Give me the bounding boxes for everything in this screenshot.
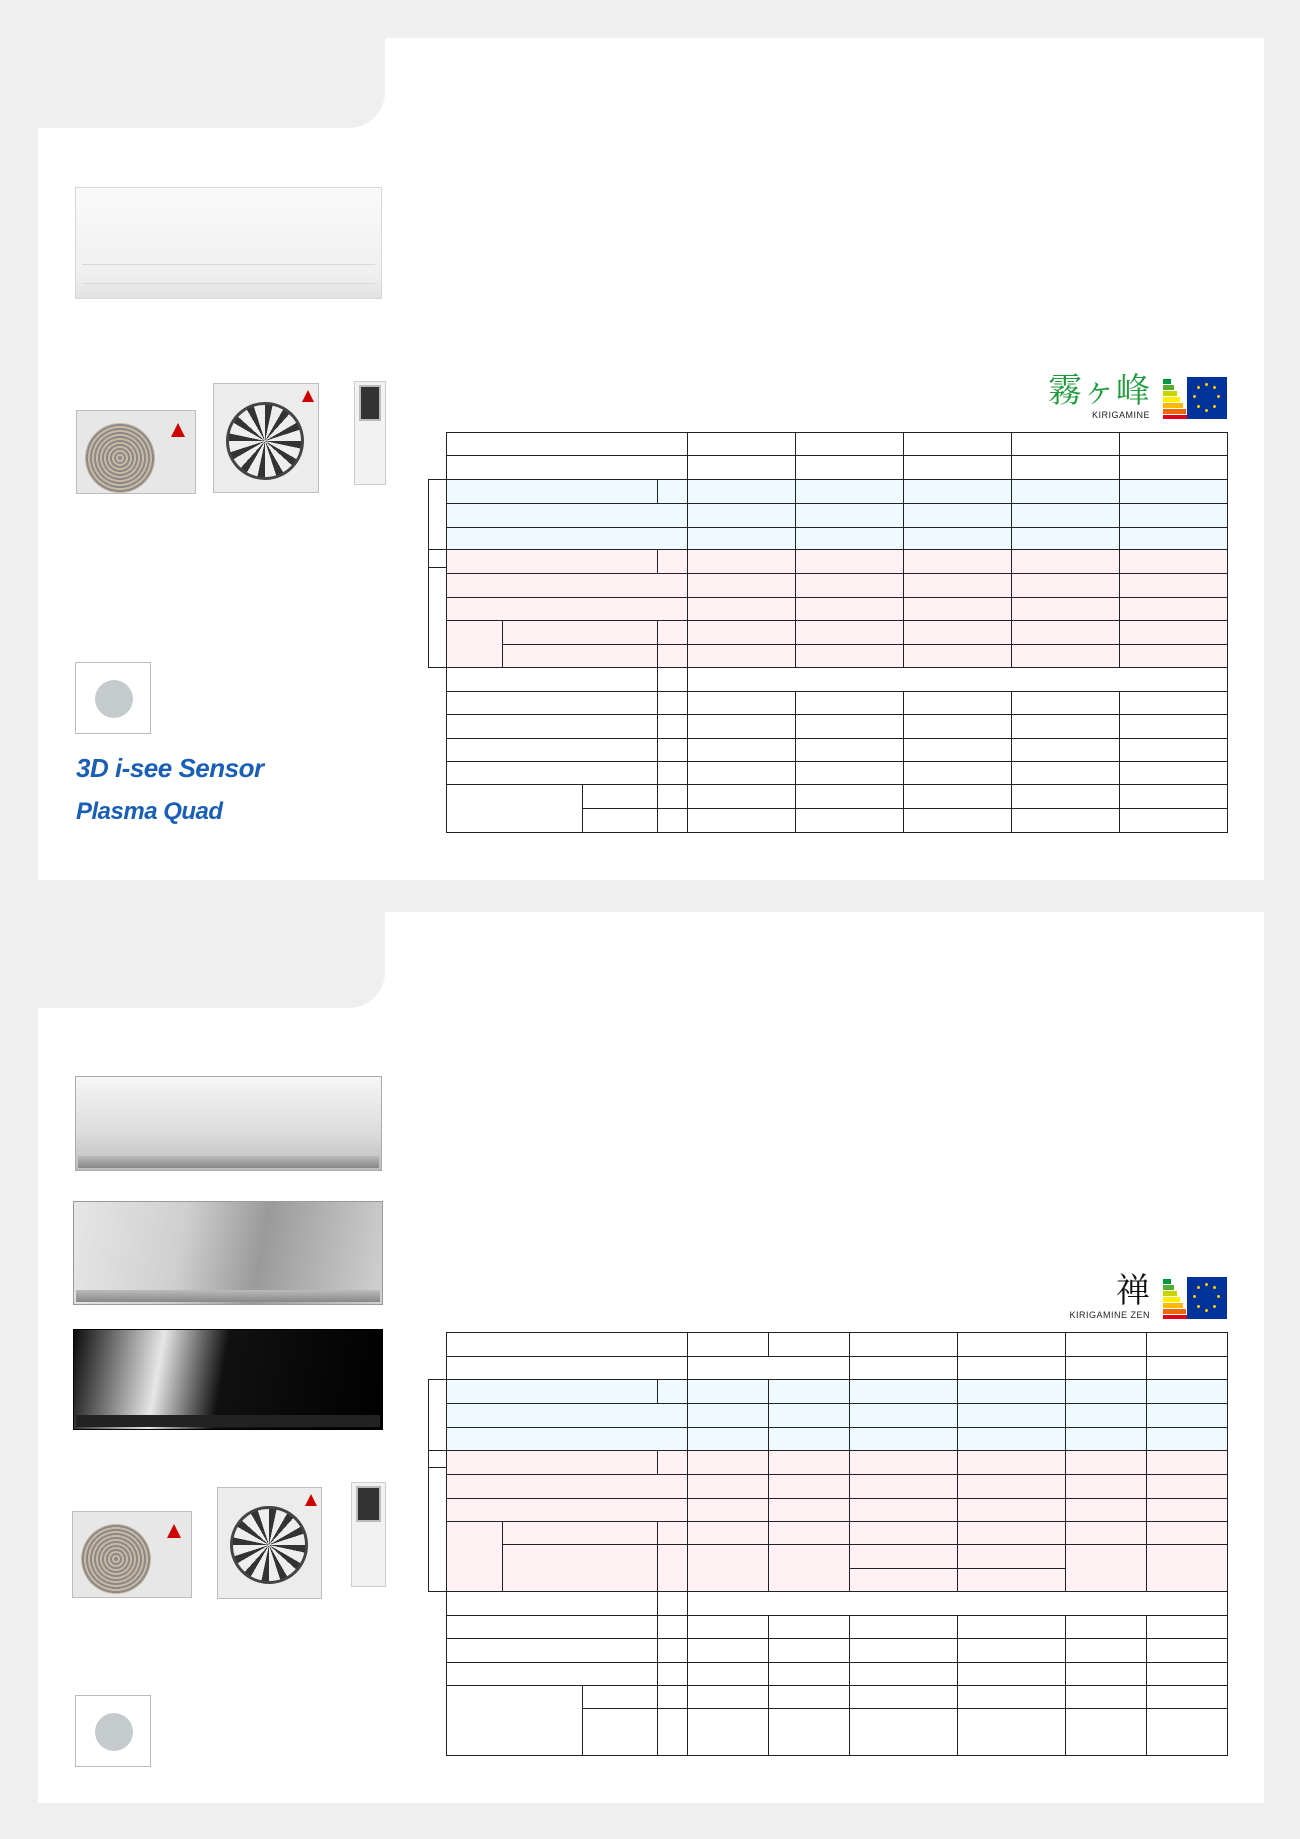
- table-cell: [1119, 620, 1228, 645]
- table-cell: [1065, 1403, 1147, 1428]
- table-cell: [903, 479, 1012, 504]
- table-cell: [687, 455, 796, 480]
- table-cell: [687, 761, 796, 785]
- table-cell: [1146, 1544, 1228, 1592]
- table-cell: [446, 1379, 658, 1404]
- table-cell: [687, 1498, 769, 1522]
- table-cell: [657, 1662, 688, 1686]
- table-cell: [1146, 1356, 1228, 1380]
- table-cell: [903, 620, 1012, 645]
- outdoor-unit-large-image: [213, 383, 319, 493]
- table-cell: [957, 1521, 1066, 1545]
- table-cell: [768, 1638, 850, 1663]
- table-cell: [768, 1662, 850, 1686]
- table-cell: [657, 1544, 688, 1592]
- indoor-unit-black-image: [73, 1329, 383, 1430]
- table-cell: [687, 1708, 769, 1756]
- table-cell: [903, 597, 1012, 621]
- table-cell: [1119, 808, 1228, 833]
- table-cell: [1146, 1638, 1228, 1663]
- table-cell: [849, 1379, 958, 1404]
- table-cell: [446, 1427, 688, 1451]
- table-cell: [446, 691, 658, 715]
- table-cell: [657, 784, 688, 809]
- table-cell: [582, 808, 658, 833]
- table-cell: [849, 1498, 958, 1522]
- table-cell: [795, 620, 904, 645]
- table-cell: [446, 549, 658, 574]
- table-cell: [657, 761, 688, 785]
- table-cell: [657, 644, 688, 668]
- table-cell: [795, 784, 904, 809]
- table-cell: [1011, 714, 1120, 739]
- table-cell: [1146, 1450, 1228, 1475]
- table-cell: [428, 549, 448, 668]
- table-cell: [1146, 1685, 1228, 1709]
- table-cell: [502, 1544, 658, 1592]
- indoor-unit-white-image: [75, 1076, 382, 1171]
- feature-badge: [75, 1695, 151, 1767]
- table-cell: [795, 808, 904, 833]
- table-cell: [687, 1685, 769, 1709]
- table-cell: [687, 691, 796, 715]
- table-cell: [657, 1379, 688, 1404]
- table-cell: [687, 1474, 769, 1499]
- table-cell: [903, 738, 1012, 762]
- table-cell: [903, 549, 1012, 574]
- table-cell: [903, 432, 1012, 456]
- table-cell: [446, 1474, 688, 1499]
- table-cell: [768, 1685, 850, 1709]
- table-cell: [502, 1521, 658, 1545]
- table-cell: [849, 1708, 958, 1756]
- table-cell: [687, 597, 796, 621]
- table-cell: [1119, 455, 1228, 480]
- table-cell: [1065, 1615, 1147, 1639]
- table-cell: [1146, 1403, 1228, 1428]
- table-cell: [446, 1332, 688, 1357]
- table-cell: [1065, 1356, 1147, 1380]
- table-cell: [768, 1379, 850, 1404]
- table-cell: [657, 738, 688, 762]
- table-cell: [768, 1403, 850, 1428]
- table-cell: [795, 432, 904, 456]
- table-cell: [1065, 1474, 1147, 1499]
- table-cell: [1011, 644, 1120, 668]
- table-cell: [903, 503, 1012, 528]
- table-cell: [1011, 479, 1120, 504]
- table-cell: [957, 1685, 1066, 1709]
- table-cell: [1011, 620, 1120, 645]
- table-cell: [1065, 1708, 1147, 1756]
- table-cell: [903, 714, 1012, 739]
- table-cell: [687, 808, 796, 833]
- table-cell: [1119, 644, 1228, 668]
- table-cell: [1065, 1379, 1147, 1404]
- indoor-unit-silver-image: [73, 1201, 383, 1305]
- table-cell: [446, 1615, 658, 1639]
- table-cell: [687, 1615, 769, 1639]
- table-cell: [1011, 691, 1120, 715]
- table-cell: [687, 738, 796, 762]
- table-cell: [1119, 549, 1228, 574]
- table-cell: [768, 1521, 850, 1545]
- table-cell: [849, 1615, 958, 1639]
- table-cell: [795, 691, 904, 715]
- panel-tab-cutout: [38, 38, 385, 128]
- table-cell: [687, 1379, 769, 1404]
- table-cell: [957, 1427, 1066, 1451]
- table-cell: [1119, 527, 1228, 550]
- table-cell: [582, 784, 658, 809]
- table-cell: [795, 503, 904, 528]
- table-cell: [849, 1356, 958, 1380]
- table-cell: [1011, 738, 1120, 762]
- table-cell: [957, 1708, 1066, 1756]
- table-cell: [1119, 573, 1228, 598]
- table-cell: [657, 1615, 688, 1639]
- table-cell: [657, 620, 688, 645]
- table-cell: [957, 1379, 1066, 1404]
- outdoor-unit-large-image: [217, 1487, 322, 1599]
- table-cell: [657, 549, 688, 574]
- table-cell: [768, 1450, 850, 1475]
- table-cell: [687, 1544, 769, 1592]
- table-cell: [687, 1427, 769, 1451]
- table-cell: [446, 573, 688, 598]
- table-cell: [502, 644, 658, 668]
- table-cell: [1065, 1450, 1147, 1475]
- table-cell: [849, 1662, 958, 1686]
- table-cell: [849, 1450, 958, 1475]
- panel-tab-cutout: [38, 912, 385, 1008]
- table-cell: [957, 1332, 1066, 1357]
- table-cell: [903, 644, 1012, 668]
- table-cell: [687, 667, 1228, 692]
- table-cell: [957, 1474, 1066, 1499]
- table-cell: [1119, 691, 1228, 715]
- table-cell: [657, 667, 688, 692]
- table-cell: [795, 761, 904, 785]
- table-cell: [1146, 1662, 1228, 1686]
- table-cell: [795, 479, 904, 504]
- table-cell: [795, 597, 904, 621]
- table-cell: [768, 1544, 850, 1592]
- table-cell: [849, 1332, 958, 1357]
- kirigamine-zen-logo: 禅 KIRIGAMINE ZEN: [1069, 1271, 1150, 1320]
- table-cell: [849, 1638, 958, 1663]
- table-cell: [957, 1544, 1066, 1569]
- table-cell: [957, 1662, 1066, 1686]
- table-cell: [1146, 1474, 1228, 1499]
- table-cell: [657, 479, 688, 504]
- table-cell: [957, 1498, 1066, 1522]
- table-cell: [657, 808, 688, 833]
- table-cell: [446, 1521, 503, 1592]
- table-cell: [1065, 1544, 1147, 1592]
- table-cell: [1011, 455, 1120, 480]
- table-cell: [957, 1568, 1066, 1592]
- table-cell: [657, 1638, 688, 1663]
- badge-dot-icon: [95, 1713, 133, 1751]
- table-cell: [446, 738, 658, 762]
- table-cell: [446, 479, 658, 504]
- table-cell: [446, 1685, 583, 1756]
- table-cell: [903, 691, 1012, 715]
- table-cell: [849, 1403, 958, 1428]
- table-cell: [903, 808, 1012, 833]
- badge-dot-icon: [95, 680, 133, 718]
- remote-control-image: [351, 1482, 386, 1587]
- table-cell: [768, 1708, 850, 1756]
- table-cell: [957, 1356, 1066, 1380]
- table-cell: [687, 714, 796, 739]
- table-cell: [446, 1638, 658, 1663]
- table-cell: [582, 1685, 658, 1709]
- table-cell: [957, 1638, 1066, 1663]
- table-cell: [1011, 784, 1120, 809]
- table-cell: [657, 1708, 688, 1756]
- table-cell: [1119, 738, 1228, 762]
- table-cell: [446, 620, 503, 668]
- table-cell: [1146, 1498, 1228, 1522]
- table-cell: [446, 1356, 688, 1380]
- table-cell: [582, 1708, 658, 1756]
- table-cell: [687, 503, 796, 528]
- table-cell: [687, 432, 796, 456]
- table-cell: [687, 644, 796, 668]
- table-cell: [1065, 1427, 1147, 1451]
- table-cell: [903, 573, 1012, 598]
- table-cell: [1146, 1379, 1228, 1404]
- table-cell: [795, 573, 904, 598]
- table-cell: [687, 1332, 769, 1357]
- table-cell: [687, 479, 796, 504]
- table-cell: [795, 549, 904, 574]
- table-cell: [1146, 1708, 1228, 1756]
- table-cell: [903, 455, 1012, 480]
- table-cell: [502, 620, 658, 645]
- table-cell: [849, 1521, 958, 1545]
- table-cell: [446, 527, 688, 550]
- table-cell: [446, 432, 688, 456]
- table-cell: [849, 1568, 958, 1592]
- table-cell: [446, 761, 658, 785]
- table-cell: [795, 527, 904, 550]
- table-cell: [657, 1521, 688, 1545]
- table-cell: [687, 1662, 769, 1686]
- table-cell: [687, 784, 796, 809]
- eu-energy-label-icon: [1163, 1277, 1227, 1319]
- table-cell: [1119, 761, 1228, 785]
- table-cell: [1011, 549, 1120, 574]
- table-cell: [446, 597, 688, 621]
- eu-energy-label-icon: [1163, 377, 1227, 419]
- table-cell: [657, 1685, 688, 1709]
- table-cell: [1011, 597, 1120, 621]
- table-cell: [687, 620, 796, 645]
- table-cell: [1011, 761, 1120, 785]
- table-cell: [1146, 1427, 1228, 1451]
- table-cell: [1119, 479, 1228, 504]
- table-cell: [957, 1615, 1066, 1639]
- table-cell: [849, 1427, 958, 1451]
- table-cell: [446, 1591, 658, 1616]
- table-cell: [446, 714, 658, 739]
- table-cell: [657, 714, 688, 739]
- kirigamine-logo: 霧ヶ峰 KIRIGAMINE: [1048, 371, 1150, 420]
- table-cell: [1146, 1521, 1228, 1545]
- outdoor-unit-small-image: [72, 1511, 192, 1598]
- table-cell: [446, 784, 583, 833]
- table-cell: [657, 1591, 688, 1616]
- table-cell: [446, 503, 688, 528]
- table-cell: [428, 1450, 448, 1592]
- table-cell: [1119, 503, 1228, 528]
- feature-badge: [75, 662, 151, 734]
- table-cell: [1065, 1498, 1147, 1522]
- table-cell: [687, 1591, 1228, 1616]
- table-cell: [446, 1498, 688, 1522]
- table-cell: [446, 1450, 658, 1475]
- table-cell: [957, 1450, 1066, 1475]
- table-cell: [687, 1638, 769, 1663]
- table-cell: [446, 1662, 658, 1686]
- table-cell: [849, 1685, 958, 1709]
- table-cell: [687, 1356, 850, 1380]
- table-cell: [768, 1498, 850, 1522]
- table-cell: [903, 527, 1012, 550]
- isee-sensor-logo: 3D i-see Sensor: [76, 753, 264, 783]
- table-cell: [795, 455, 904, 480]
- table-cell: [1146, 1332, 1228, 1357]
- table-cell: [1065, 1662, 1147, 1686]
- table-cell: [1011, 808, 1120, 833]
- table-cell: [903, 784, 1012, 809]
- table-cell: [1119, 714, 1228, 739]
- remote-control-image: [354, 381, 386, 485]
- table-cell: [1011, 573, 1120, 598]
- table-cell: [849, 1544, 958, 1569]
- indoor-unit-white-image: [75, 187, 382, 299]
- table-cell: [1065, 1685, 1147, 1709]
- table-cell: [687, 1521, 769, 1545]
- table-cell: [957, 1403, 1066, 1428]
- table-cell: [849, 1474, 958, 1499]
- outdoor-unit-small-image: [76, 410, 196, 494]
- table-cell: [687, 573, 796, 598]
- table-cell: [1119, 432, 1228, 456]
- table-cell: [795, 714, 904, 739]
- table-cell: [1119, 597, 1228, 621]
- table-cell: [795, 644, 904, 668]
- table-cell: [795, 738, 904, 762]
- table-cell: [446, 455, 688, 480]
- table-cell: [1065, 1521, 1147, 1545]
- table-cell: [1065, 1332, 1147, 1357]
- plasma-quad-logo: Plasma Quad: [76, 798, 223, 825]
- table-cell: [768, 1427, 850, 1451]
- table-cell: [903, 761, 1012, 785]
- table-cell: [446, 667, 658, 692]
- table-cell: [687, 1450, 769, 1475]
- table-cell: [657, 1450, 688, 1475]
- table-cell: [657, 691, 688, 715]
- table-cell: [768, 1332, 850, 1357]
- table-cell: [687, 527, 796, 550]
- table-cell: [1119, 784, 1228, 809]
- table-cell: [1011, 503, 1120, 528]
- table-cell: [1146, 1615, 1228, 1639]
- table-cell: [687, 1403, 769, 1428]
- table-cell: [768, 1615, 850, 1639]
- table-cell: [768, 1474, 850, 1499]
- table-cell: [687, 549, 796, 574]
- table-cell: [446, 1403, 688, 1428]
- table-cell: [1065, 1638, 1147, 1663]
- table-cell: [1011, 432, 1120, 456]
- table-cell: [1011, 527, 1120, 550]
